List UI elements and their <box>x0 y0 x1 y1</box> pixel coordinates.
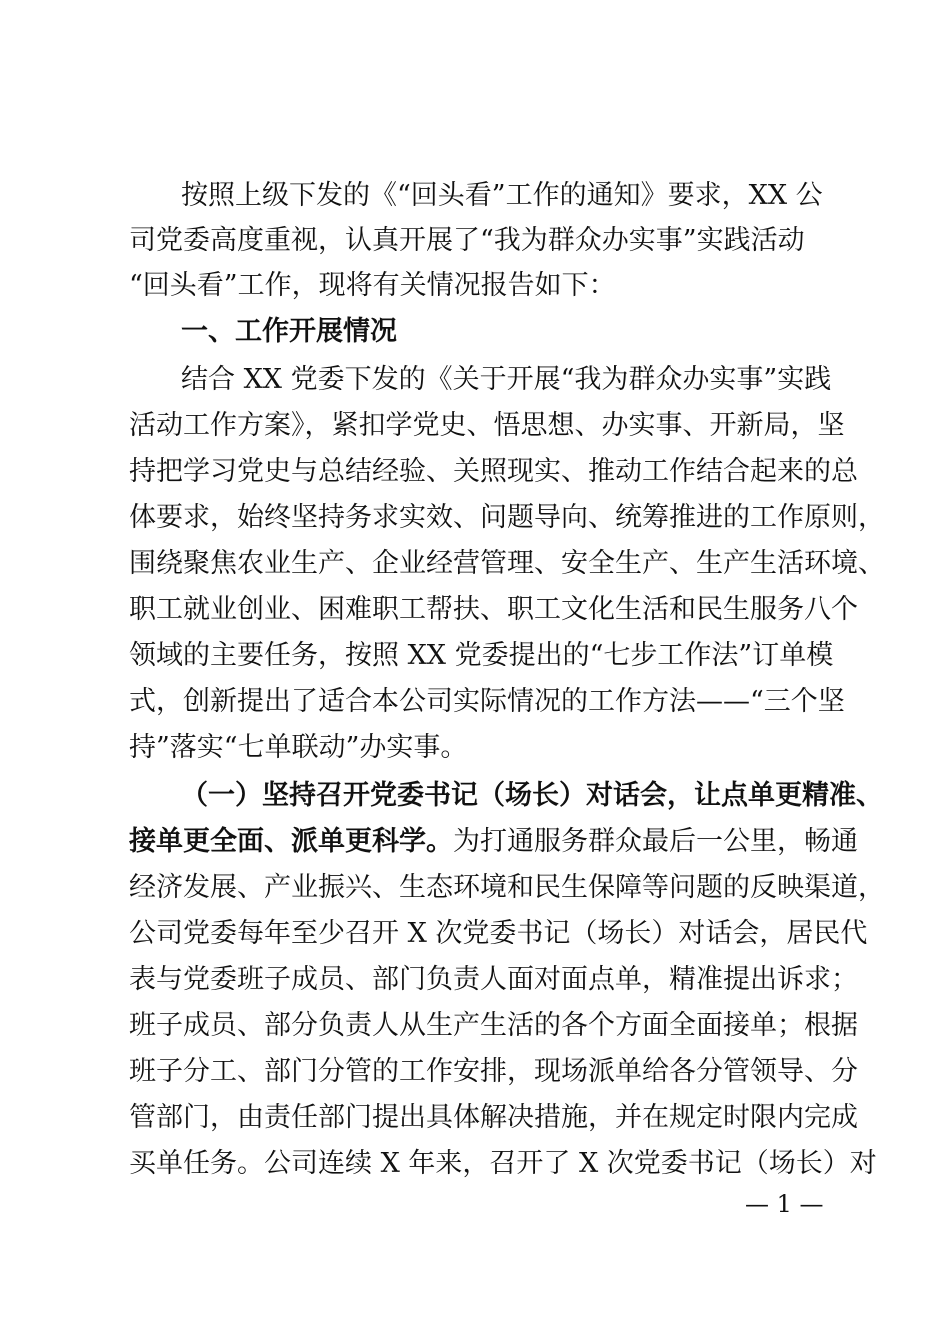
subsection-line-4: 公司党委每年至少召开 X 次党委书记（场长）对话会，居民代 <box>129 918 868 949</box>
subsection-line-7: 班子分工、部门分管的工作安排，现场派单给各分管领导、分 <box>129 1056 858 1087</box>
subsection-line-3: 经济发展、产业振兴、生态环境和民生保障等问题的反映渠道， <box>129 872 885 903</box>
subsection-title-line-1: （一）坚持召开党委书记（场长）对话会，让点单更精准、 <box>181 780 883 811</box>
section1-line-9: 持”落实“七单联动”办实事。 <box>129 732 468 763</box>
subsection-line-9: 买单任务。公司连续 X 年来，召开了 X 次党委书记（场长）对 <box>129 1148 877 1179</box>
subsection-line-8: 管部门，由责任部门提出具体解决措施，并在规定时限内完成 <box>129 1102 858 1133</box>
section1-line-6: 职工就业创业、困难职工帮扶、职工文化生活和民生服务八个 <box>129 594 858 625</box>
page-number: — 1 — <box>745 1190 824 1218</box>
section1-line-4: 体要求，始终坚持务求实效、问题导向、统筹推进的工作原则， <box>129 502 885 533</box>
section1-line-8: 式，创新提出了适合本公司实际情况的工作方法——“三个坚 <box>129 686 845 717</box>
subsection-line-5: 表与党委班子成员、部门负责人面对面点单，精准提出诉求； <box>129 964 858 995</box>
section1-line-7: 领域的主要任务，按照 XX 党委提出的“七步工作法”订单模 <box>129 640 834 671</box>
subsection-line-2 <box>129 822 950 862</box>
intro-line-2: 司党委高度重视，认真开展了“我为群众办实事”实践活动 <box>129 225 805 256</box>
section1-line-5: 围绕聚焦农业生产、企业经营管理、安全生产、生产生活环境、 <box>129 548 885 579</box>
section-heading: 一、工作开展情况 <box>181 316 397 347</box>
subsection-line-6: 班子成员、部分负责人从生产生活的各个方面全面接单；根据 <box>129 1010 858 1041</box>
subsection-line-2-rest: 为打通服务群众最后一公里，畅通 <box>453 826 858 857</box>
intro-line-3: “回头看”工作，现将有关情况报告如下： <box>129 270 616 301</box>
section1-line-3: 持把学习党史与总结经验、关照现实、推动工作结合起来的总 <box>129 456 858 487</box>
section1-line-1: 结合 XX 党委下发的《关于开展“我为群众办实事”实践 <box>181 364 832 395</box>
intro-line-1: 按照上级下发的《“回头看”工作的通知》要求，XX 公 <box>181 180 823 211</box>
subsection-title-line-2: 接单更全面、派单更科学。 <box>129 826 453 857</box>
section1-line-2: 活动工作方案》，紧扣学党史、悟思想、办实事、开新局，坚 <box>129 410 845 441</box>
